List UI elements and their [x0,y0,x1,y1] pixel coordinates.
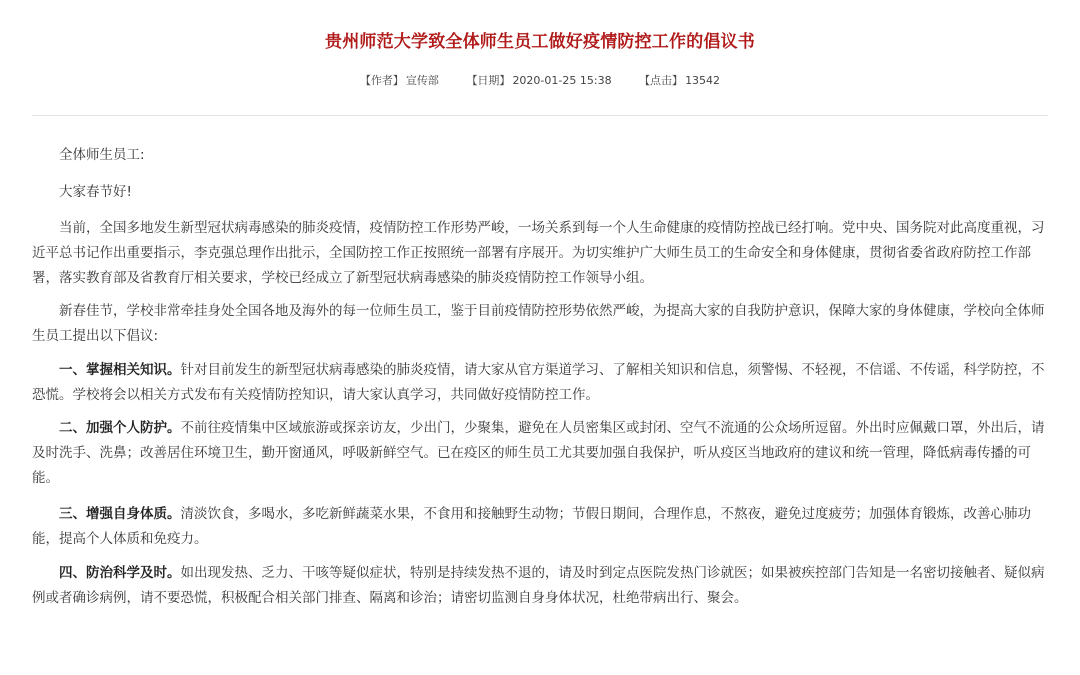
salutation: 大家春节好! [59,184,132,200]
article-body [32,143,1052,621]
date-value: 2020-01-25 15:38 [512,74,612,87]
proposal-item [32,416,1052,491]
date-meta [466,74,611,87]
body-paragraph: 新春佳节，学校非常牵挂身处全国各地及海外的每一位师生员工，鉴于目前疫情防控形势依然严峻，为提高大家的自我防护意识，保障大家的身体健康，学校向全体师生员工提出以下倡议: [32,303,1045,344]
proposal-text: 如出现发热、乏力、干咳等疑似症状，特别是持续发热不退的，请及时到定点医院发热门诊就医；如果被疾控部门告知是一名密切接触者、疑似病例或者确诊病例，请不要恐慌，积极配合相关部门排查、隔离和诊治；请密切监测自身身体状况，杜绝带病出行、聚会。 [32,565,1045,606]
views-value: 13542 [685,74,721,87]
article-title: 贵州师范大学致全体师生员工做好疫情防控工作的倡议书 [325,32,755,52]
proposal-heading: 三、增强自身体质。 [59,506,181,522]
date-label: 【日期】 [466,74,511,87]
greeting: 全体师生员工: [59,147,145,163]
article-meta [0,72,1080,88]
proposal-item [32,561,1052,611]
proposal-item [32,358,1052,408]
views-label: 【点击】 [639,74,684,87]
proposal-text: 清淡饮食，多喝水，多吃新鲜蔬菜水果，不食用和接触野生动物；节假日期间，合理作息，不熬夜，避免过度疲劳；加强体育锻炼，改善心肺功能，提高个人体质和免疫力。 [32,506,1031,547]
proposal-heading: 四、防治科学及时。 [59,565,181,581]
proposal-item [32,502,1052,552]
author-value: 宣传部 [405,74,439,87]
proposal-text: 针对目前发生的新型冠状病毒感染的肺炎疫情，请大家从官方渠道学习、了解相关知识和信息，须警惕、不轻视，不信谣、不传谣，科学防控，不恐慌。学校将会以相关方式发布有关疫情防控知识，请大家认真学习，共同做好疫情防控工作。 [32,362,1045,403]
title-divider [32,115,1048,116]
proposal-text: 不前往疫情集中区域旅游或探亲访友，少出门，少聚集，避免在人员密集区或封闭、空气不流通的公众场所逗留。外出时应佩戴口罩，外出后，请及时洗手、洗鼻；改善居住环境卫生，勤开窗通风，呼吸新鲜空气。已在疫区的师生员工尤其要加强自我保护，听从疫区当地政府的建议和统一管理，降低病毒传播的可能。 [32,420,1045,486]
author-meta [360,74,439,87]
body-paragraph: 当前，全国多地发生新型冠状病毒感染的肺炎疫情，疫情防控工作形势严峻，一场关系到每一个人生命健康的疫情防控战已经打响。党中央、国务院对此高度重视，习近平总书记作出重要指示，李克强总理作出批示，全国防控工作正按照统一部署有序展开。为切实维护广大师生员工的生命安全和身体健康，贯彻省委省政府防控工作部署，落实教育部及省教育厅相关要求，学校已经成立了新型冠状病毒感染的肺炎疫情防控工作领导小组。 [32,220,1045,286]
proposal-heading: 一、掌握相关知识。 [59,362,181,378]
author-label: 【作者】 [359,74,404,87]
proposal-heading: 二、加强个人防护。 [59,420,181,436]
views-meta [639,74,720,87]
